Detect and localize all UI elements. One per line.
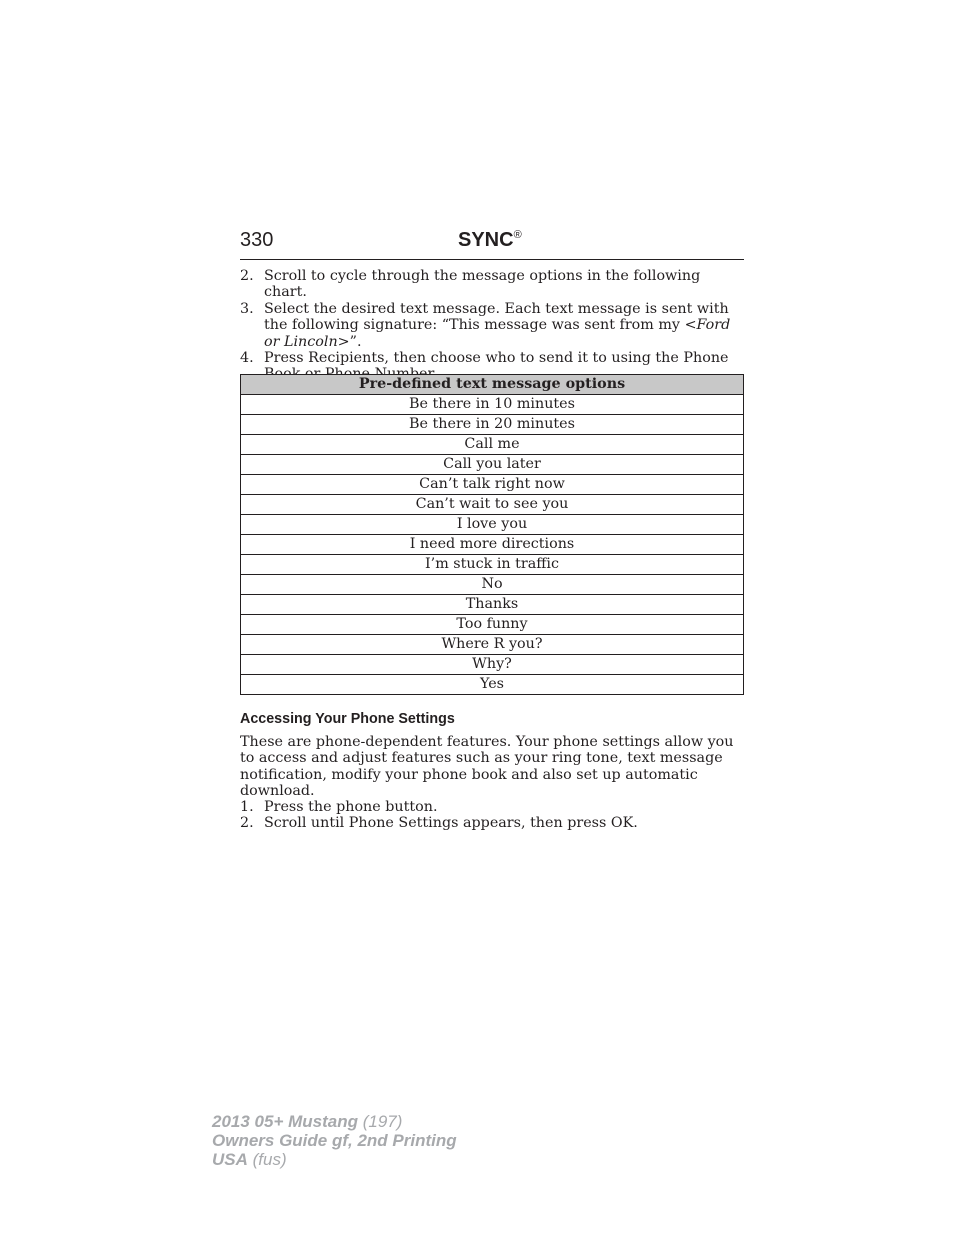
footer-line-1 <box>212 1112 457 1131</box>
step-2 <box>240 815 744 831</box>
table-row <box>241 595 744 615</box>
message-option-cell: Can’t wait to see you <box>241 495 744 515</box>
footer-model: 2013 05+ Mustang <box>212 1112 358 1131</box>
message-option-cell: Yes <box>241 675 744 695</box>
step-text-italic: <Ford or Lincoln> <box>264 317 731 350</box>
table-row <box>241 495 744 515</box>
table-row <box>241 635 744 655</box>
page-number: 330 <box>240 229 274 251</box>
table-row <box>241 415 744 435</box>
message-option-cell: Be there in 10 minutes <box>241 395 744 415</box>
footer <box>212 1112 457 1169</box>
footer-market: USA <box>212 1150 248 1169</box>
step-text: Scroll until Phone Settings appears, then press OK. <box>264 815 638 832</box>
table-row <box>241 475 744 495</box>
table-header: Pre-defined text message options <box>241 375 744 395</box>
table-row <box>241 575 744 595</box>
table-header-row <box>241 375 744 395</box>
message-option-cell: Be there in 20 minutes <box>241 415 744 435</box>
message-option-cell: Thanks <box>241 595 744 615</box>
section-title <box>458 229 522 252</box>
footer-market-code: (fus) <box>247 1150 287 1169</box>
footer-line-3 <box>212 1150 457 1169</box>
table-row <box>241 615 744 635</box>
step-text: Press Recipients, then choose who to send it to using the Phone <box>264 350 729 367</box>
step-text: Press the phone button. <box>264 799 438 815</box>
subheading-phone-settings: Accessing Your Phone Settings <box>240 711 455 727</box>
message-option-cell: Call me <box>241 435 744 455</box>
message-option-cell: I’m stuck in traffic <box>241 555 744 575</box>
step-text: Select the desired text message. Each text message is sent with the following signature: “This message was sent from my <box>264 300 729 334</box>
phone-settings-paragraph: These are phone-dependent features. Your phone settings allow you to access and adjust features such as your ring tone, text message notification, modify your phone book and also set up automatic download. <box>240 734 734 800</box>
page-header <box>240 229 744 260</box>
section-title-text: SYNC <box>458 229 514 251</box>
message-option-cell: Where R you? <box>241 635 744 655</box>
step-text: Scroll to cycle through the message options in the following chart. <box>264 268 701 301</box>
footer-line-2 <box>212 1131 457 1150</box>
message-option-cell: Too funny <box>241 615 744 635</box>
step-2 <box>240 268 744 301</box>
instruction-steps <box>240 268 744 383</box>
step-number: 2. <box>240 268 254 284</box>
table-row <box>241 555 744 575</box>
registered-mark: ® <box>513 229 522 241</box>
footer-edition: Owners Guide gf, 2nd Printing <box>212 1131 457 1150</box>
table-row <box>241 435 744 455</box>
step-text-tail: ”. <box>349 333 362 350</box>
footer-model-code: (197) <box>358 1112 403 1131</box>
step-3 <box>240 301 744 350</box>
table-row <box>241 515 744 535</box>
table-row <box>241 395 744 415</box>
table-row <box>241 455 744 475</box>
message-option-cell: I love you <box>241 515 744 535</box>
step-1 <box>240 799 744 815</box>
step-number: 4. <box>240 350 254 367</box>
message-option-cell: Why? <box>241 655 744 675</box>
step-number: 1. <box>240 799 254 815</box>
message-option-cell: I need more directions <box>241 535 744 555</box>
table-row <box>241 675 744 695</box>
step-number: 2. <box>240 815 254 832</box>
phone-settings-steps <box>240 799 744 832</box>
message-option-cell: Call you later <box>241 455 744 475</box>
table-body <box>241 395 744 695</box>
message-option-cell: Can’t talk right now <box>241 475 744 495</box>
message-option-cell: No <box>241 575 744 595</box>
step-number: 3. <box>240 300 254 317</box>
table-row <box>241 655 744 675</box>
table-row <box>241 535 744 555</box>
text-message-options-table <box>240 374 744 695</box>
